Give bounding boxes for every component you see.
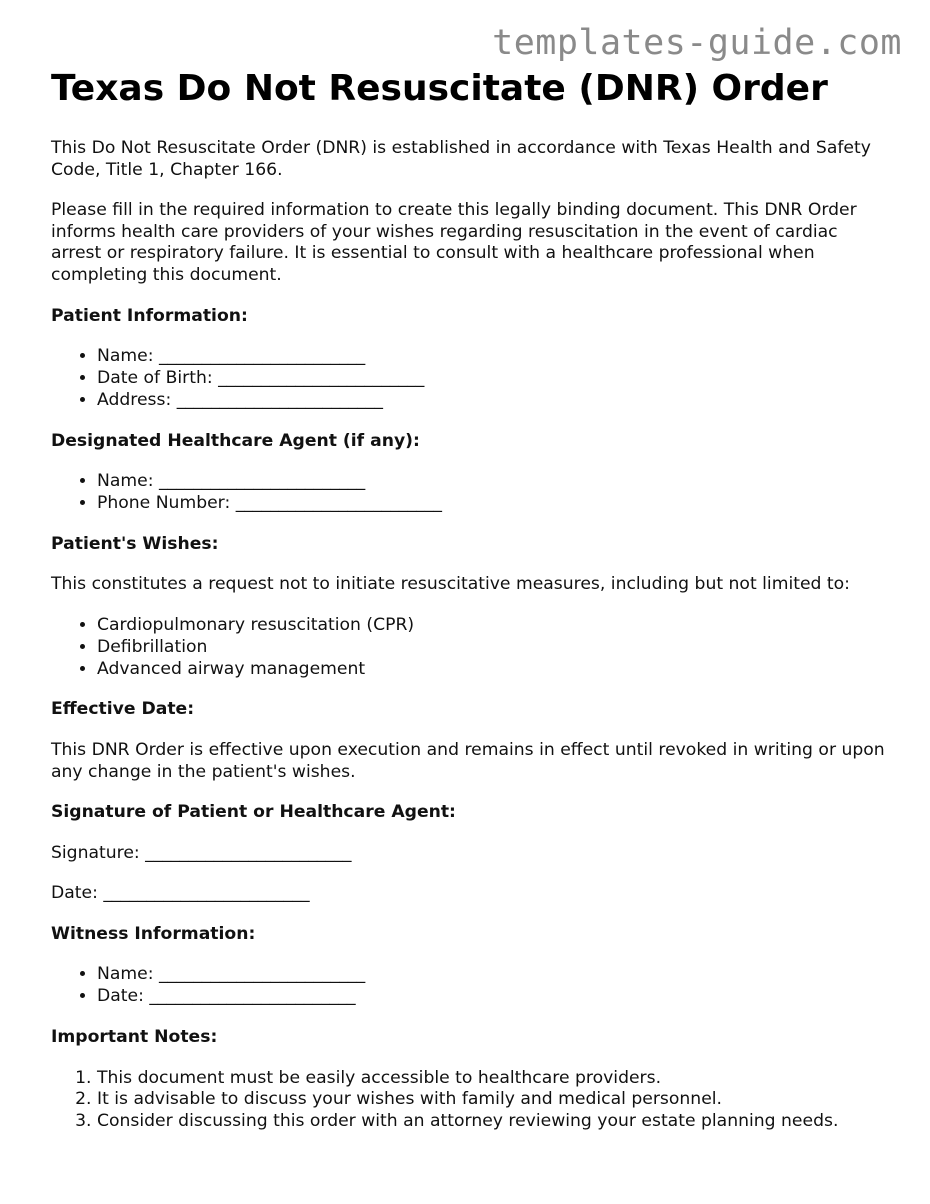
list-item: 1. This document must be easily accessible to healthcare providers. xyxy=(97,1068,891,1090)
watermark: templates-guide.com xyxy=(492,23,902,63)
signature-line: Signature: ________________________ xyxy=(51,842,352,863)
instructions-paragraph: Please fill in the required information to create this legally binding document. This DNR Order informs health care providers of your wishes regarding resuscitation in the event of cardiac arrest or respiratory failure. It is essential to consult with a healthcare professional when completing this document. xyxy=(51,200,857,285)
document-title: Texas Do Not Resuscitate (DNR) Order xyxy=(51,68,828,109)
agent-name-field: • Name: ________________________ xyxy=(97,471,891,493)
patient-dob-field: • Date of Birth: ________________________ xyxy=(97,368,891,390)
witness-list xyxy=(51,964,891,1008)
wishes-heading: Patient's Wishes: xyxy=(51,533,219,554)
intro-paragraph: This Do Not Resuscitate Order (DNR) is established in accordance with Texas Health and Safety Code, Title 1, Chapter 166. xyxy=(51,138,871,180)
effective-date-heading: Effective Date: xyxy=(51,699,195,720)
wishes-paragraph: This constitutes a request not to initiate resuscitative measures, including but not limited to: xyxy=(51,574,850,595)
patient-info-heading: Patient Information: xyxy=(51,305,248,326)
notes-list xyxy=(51,1068,891,1133)
document-body xyxy=(51,64,891,1152)
list-item: • Cardiopulmonary resuscitation (CPR) xyxy=(97,615,891,637)
effective-date-paragraph: This DNR Order is effective upon execution and remains in effect until revoked in writing or upon any change in the patient's wishes. xyxy=(51,739,885,782)
patient-name-field: • Name: ________________________ xyxy=(97,346,891,368)
patient-info-list xyxy=(51,346,891,411)
witness-name-field: • Name: ________________________ xyxy=(97,964,891,986)
agent-phone-field: • Phone Number: ________________________ xyxy=(97,493,891,515)
agent-list xyxy=(51,471,891,515)
witness-heading: Witness Information: xyxy=(51,923,256,944)
signature-heading: Signature of Patient or Healthcare Agent: xyxy=(51,802,456,823)
list-item: • Defibrillation xyxy=(97,637,891,659)
agent-heading: Designated Healthcare Agent (if any): xyxy=(51,430,420,451)
notes-heading: Important Notes: xyxy=(51,1027,218,1048)
patient-address-field: • Address: ________________________ xyxy=(97,390,891,412)
list-item: 3. Consider discussing this order with an attorney reviewing your estate planning needs. xyxy=(97,1111,891,1133)
list-item: • Advanced airway management xyxy=(97,659,891,681)
witness-date-field: • Date: ________________________ xyxy=(97,986,891,1008)
signature-date-line: Date: ________________________ xyxy=(51,883,310,904)
wishes-list xyxy=(51,615,891,680)
list-item: 2. It is advisable to discuss your wishes with family and medical personnel. xyxy=(97,1089,891,1111)
